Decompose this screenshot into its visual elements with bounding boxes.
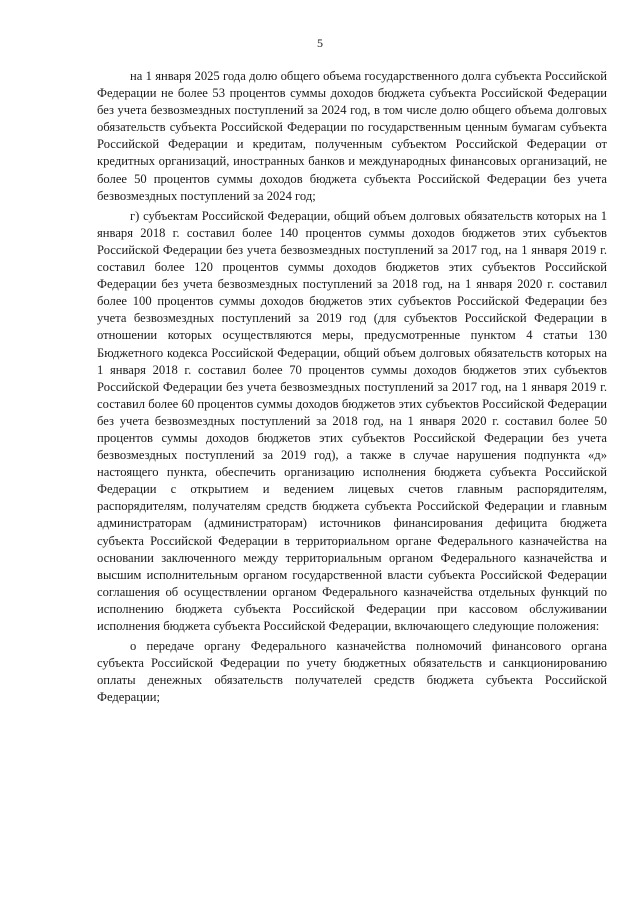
paragraph-treasury-transfer: о передаче органу Федерального казначейства полномочий финансового органа субъекта Российской Федерации по учету бюджетных обязательств и санкционированию оплаты денежных обязательств получателей средств бюджета субъекта Российской Федерации; xyxy=(97,639,607,705)
document-body xyxy=(97,68,607,706)
paragraph-subpoint-g: г) субъектам Российской Федерации, общий объем долговых обязательств которых на 1 января 2018 г. составил более 140 процентов суммы доходов бюджетов этих субъектов Российской Федерации без учета безвозмездных поступлений за 2017 год, на 1 января 2019 г. составил более 120 процентов суммы доходов бюджетов этих субъектов Российской Федерации без учета безвозмездных поступлений за 2018 год, на 1 января 2020 г. составил более 100 процентов суммы доходов бюджетов этих субъектов Российской Федерации без учета безвозмездных поступлений за 2019 год (для субъектов Российской Федерации в отношении которых осуществляются меры, предусмотренные пунктом 4 статьи 130 Бюджетного кодекса Российской Федерации, общий объем долговых обязательств которых на 1 января 2018 г. составил более 70 процентов суммы доходов бюджетов этих субъектов Российской Федерации без учета безвозмездных поступлений за 2017 год, на 1 января 2019 г. составил более 60 процентов суммы доходов бюджетов этих субъектов Российской Федерации без учета безвозмездных поступлений за 2018 год, на 1 января 2020 г. составил более 50 процентов суммы доходов бюджетов этих субъектов Российской Федерации без учета безвозмездных поступлений за 2019 год), а также в случае нарушения подпункта «д» настоящего пункта, обеспечить организацию исполнения бюджета субъекта Российской Федерации с открытием и ведением лицевых счетов главным распорядителям, распорядителям, получателям средств бюджета субъекта Российской Федерации и главным администраторам (администраторам) источников финансирования дефицита бюджета субъекта Российской Федерации в территориальном органе Федерального казначейства на основании заключенного между территориальным органом Федерального казначейства и высшим исполнительным органом государственной власти субъекта Российской Федерации соглашения об осуществлении органом Федерального казначейства отдельных функций по исполнению бюджета субъекта Российской Федерации при кассовом обслуживании исполнения бюджета субъекта Российской Федерации, включающего следующие положения: xyxy=(97,208,607,633)
page-number: 5 xyxy=(317,36,323,50)
paragraph-debt-limit-2025: на 1 января 2025 года долю общего объема государственного долга субъекта Российской Федерации не более 53 процентов суммы доходов бюджета субъекта Российской Федерации без учета безвозмездных поступлений за 2024 год, в том числе долю общего объема долговых обязательств субъекта Российской Федерации по государственным ценным бумагам субъекта Российской Федерации и кредитам, полученным субъектом Российской Федерации от кредитных организаций, иностранных банков и международных финансовых организаций, не более 50 процентов суммы доходов бюджета субъекта Российской Федерации без учета безвозмездных поступлений за 2024 год; xyxy=(97,69,607,203)
